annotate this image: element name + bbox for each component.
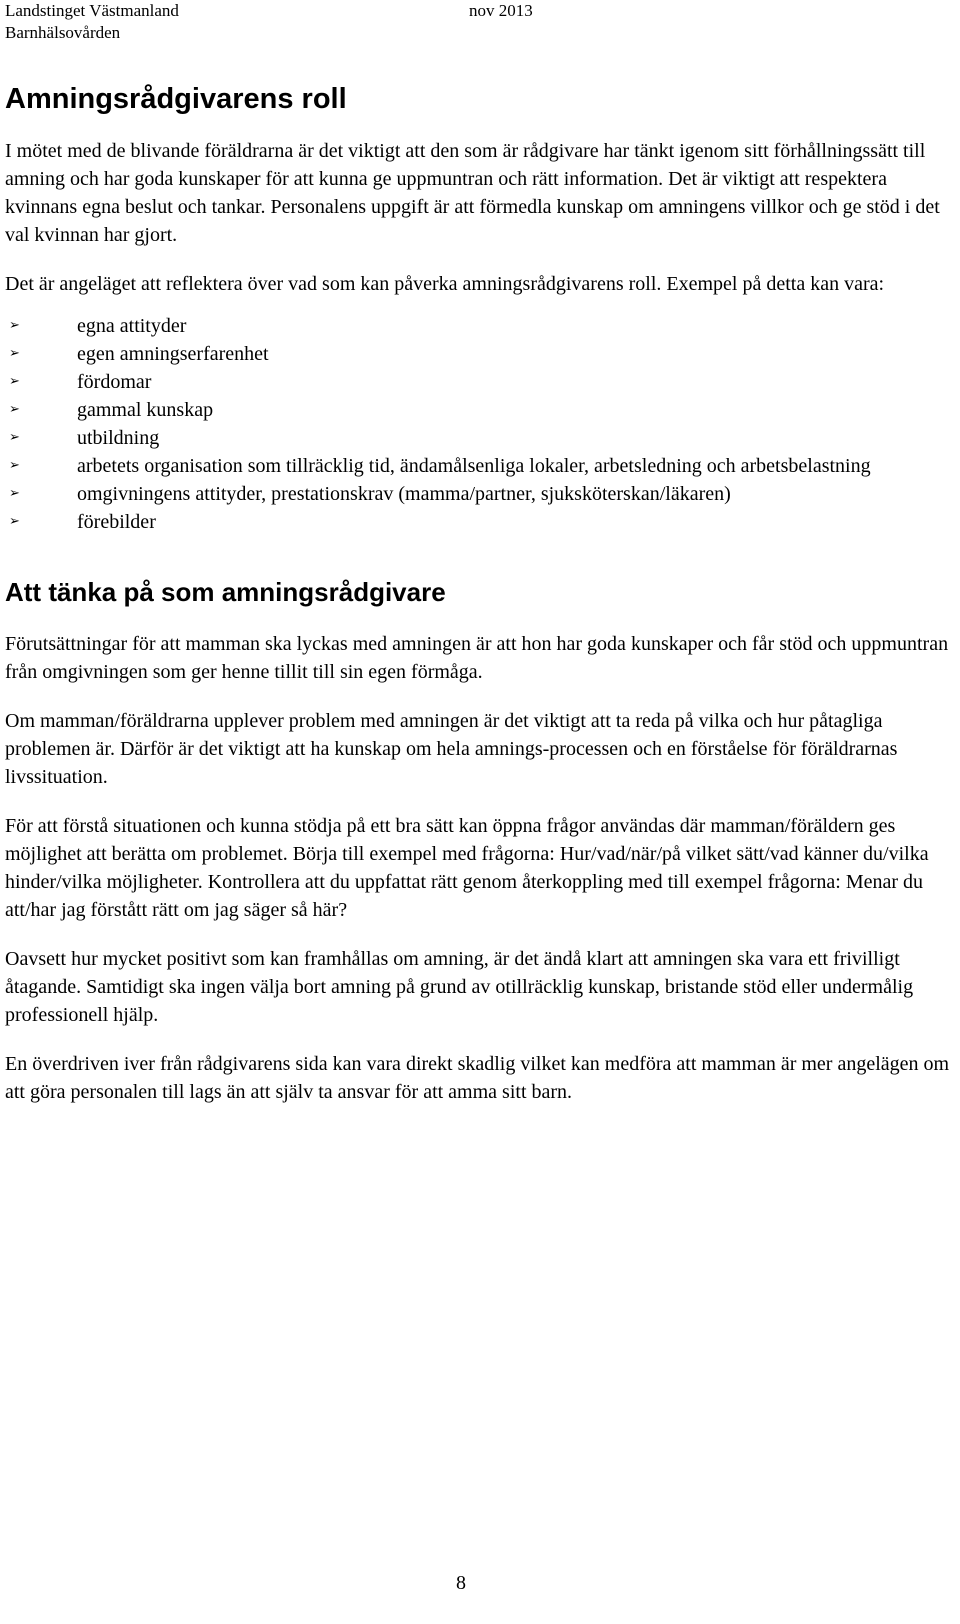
list-item — [9, 396, 955, 424]
paragraph: Oavsett hur mycket positivt som kan framhållas om amning, är det ändå klart att amningen ska vara ett frivilligt åtagande. Samtidigt ska ingen välja bort amning på grund av otillräcklig kunskap, bristande stöd eller undermålig professionell hjälp. — [5, 948, 914, 1026]
paragraph: I mötet med de blivande föräldrarna är det viktigt att den som är rådgivare har tänkt igenom sitt förhållningssätt till amning och har goda kunskaper för att kunna ge uppmuntran och rätt information. Det är viktigt att respektera kvinnans egna beslut och tankar. Personalens uppgift är att förmedla kunskap om amningens villkor och ge stöd i det val kvinnan har gjort. — [5, 140, 940, 246]
reflection-list — [5, 312, 955, 536]
header-row-top — [5, 0, 565, 22]
list-item — [9, 424, 955, 452]
paragraph: Förutsättningar för att mamman ska lyckas med amningen är att hon har goda kunskaper och får stöd och uppmuntran från omgivningen som ger henne tillit till sin egen förmåga. — [5, 633, 949, 683]
list-item-text: förebilder — [77, 511, 156, 533]
document-body — [5, 80, 955, 1127]
header-department: Barnhälsovården — [5, 23, 121, 42]
list-item — [9, 508, 955, 536]
header-date: nov 2013 — [469, 1, 533, 20]
arrowhead-bullet-icon: ➢ — [9, 430, 20, 445]
list-item — [9, 312, 955, 340]
arrowhead-bullet-icon: ➢ — [9, 318, 20, 333]
arrowhead-bullet-icon: ➢ — [9, 514, 20, 529]
paragraph: En överdriven iver från rådgivarens sida kan vara direkt skadlig vilket kan medföra att mamman är mer angelägen om att göra personalen till lags än att själv ta ansvar för att amma sitt barn. — [5, 1053, 950, 1103]
paragraph: Om mamman/föräldrarna upplever problem med amningen är det viktigt att ta reda på vilka och hur påtagliga problemen är. Därför är det viktigt att ha kunskap om hela amnings-processen och en förståelse för föräldrarnas livssituation. — [5, 710, 898, 788]
list-item — [9, 480, 955, 508]
list-item-text: egen amningserfarenhet — [77, 343, 269, 365]
section-heading-amningsradgivarens-roll: Amningsrådgivarens roll — [5, 83, 347, 115]
list-item-text: arbetets organisation som tillräcklig tid, ändamålsenliga lokaler, arbetsledning och arbetsbelastning — [77, 455, 871, 477]
list-item-text: utbildning — [77, 427, 160, 449]
list-item-text: egna attityder — [77, 315, 187, 337]
page-header — [5, 0, 565, 44]
list-item-text: fördomar — [77, 371, 152, 393]
header-organization: Landstinget Västmanland — [5, 1, 179, 20]
section-heading-att-tanka-pa: Att tänka på som amningsrådgivare — [5, 577, 446, 607]
arrowhead-bullet-icon: ➢ — [9, 402, 20, 417]
page-number: 8 — [456, 1572, 466, 1594]
paragraph: Det är angeläget att reflektera över vad som kan påverka amningsrådgivarens roll. Exempel på detta kan vara: — [5, 273, 885, 295]
list-item — [9, 340, 955, 368]
header-row-bottom — [5, 22, 565, 44]
list-item — [9, 452, 955, 480]
list-item-text: omgivningens attityder, prestationskrav (mamma/partner, sjuksköterskan/läkaren) — [77, 483, 731, 505]
paragraph: För att förstå situationen och kunna stödja på ett bra sätt kan öppna frågor användas där mamman/föräldern ges möjlighet att berätta om problemet. Börja till exempel med frågorna: Hur/vad/när/på vilket sätt/vad känner du/vilka hinder/vilka möjligheter. Kontrollera att du uppfattat rätt genom återkoppling med till exempel frågorna: Menar du att/har jag förstått rätt om jag säger så här? — [5, 815, 929, 921]
arrowhead-bullet-icon: ➢ — [9, 486, 20, 501]
arrowhead-bullet-icon: ➢ — [9, 374, 20, 389]
list-item-text: gammal kunskap — [77, 399, 214, 421]
arrowhead-bullet-icon: ➢ — [9, 346, 20, 361]
list-item — [9, 368, 955, 396]
arrowhead-bullet-icon: ➢ — [9, 458, 20, 473]
